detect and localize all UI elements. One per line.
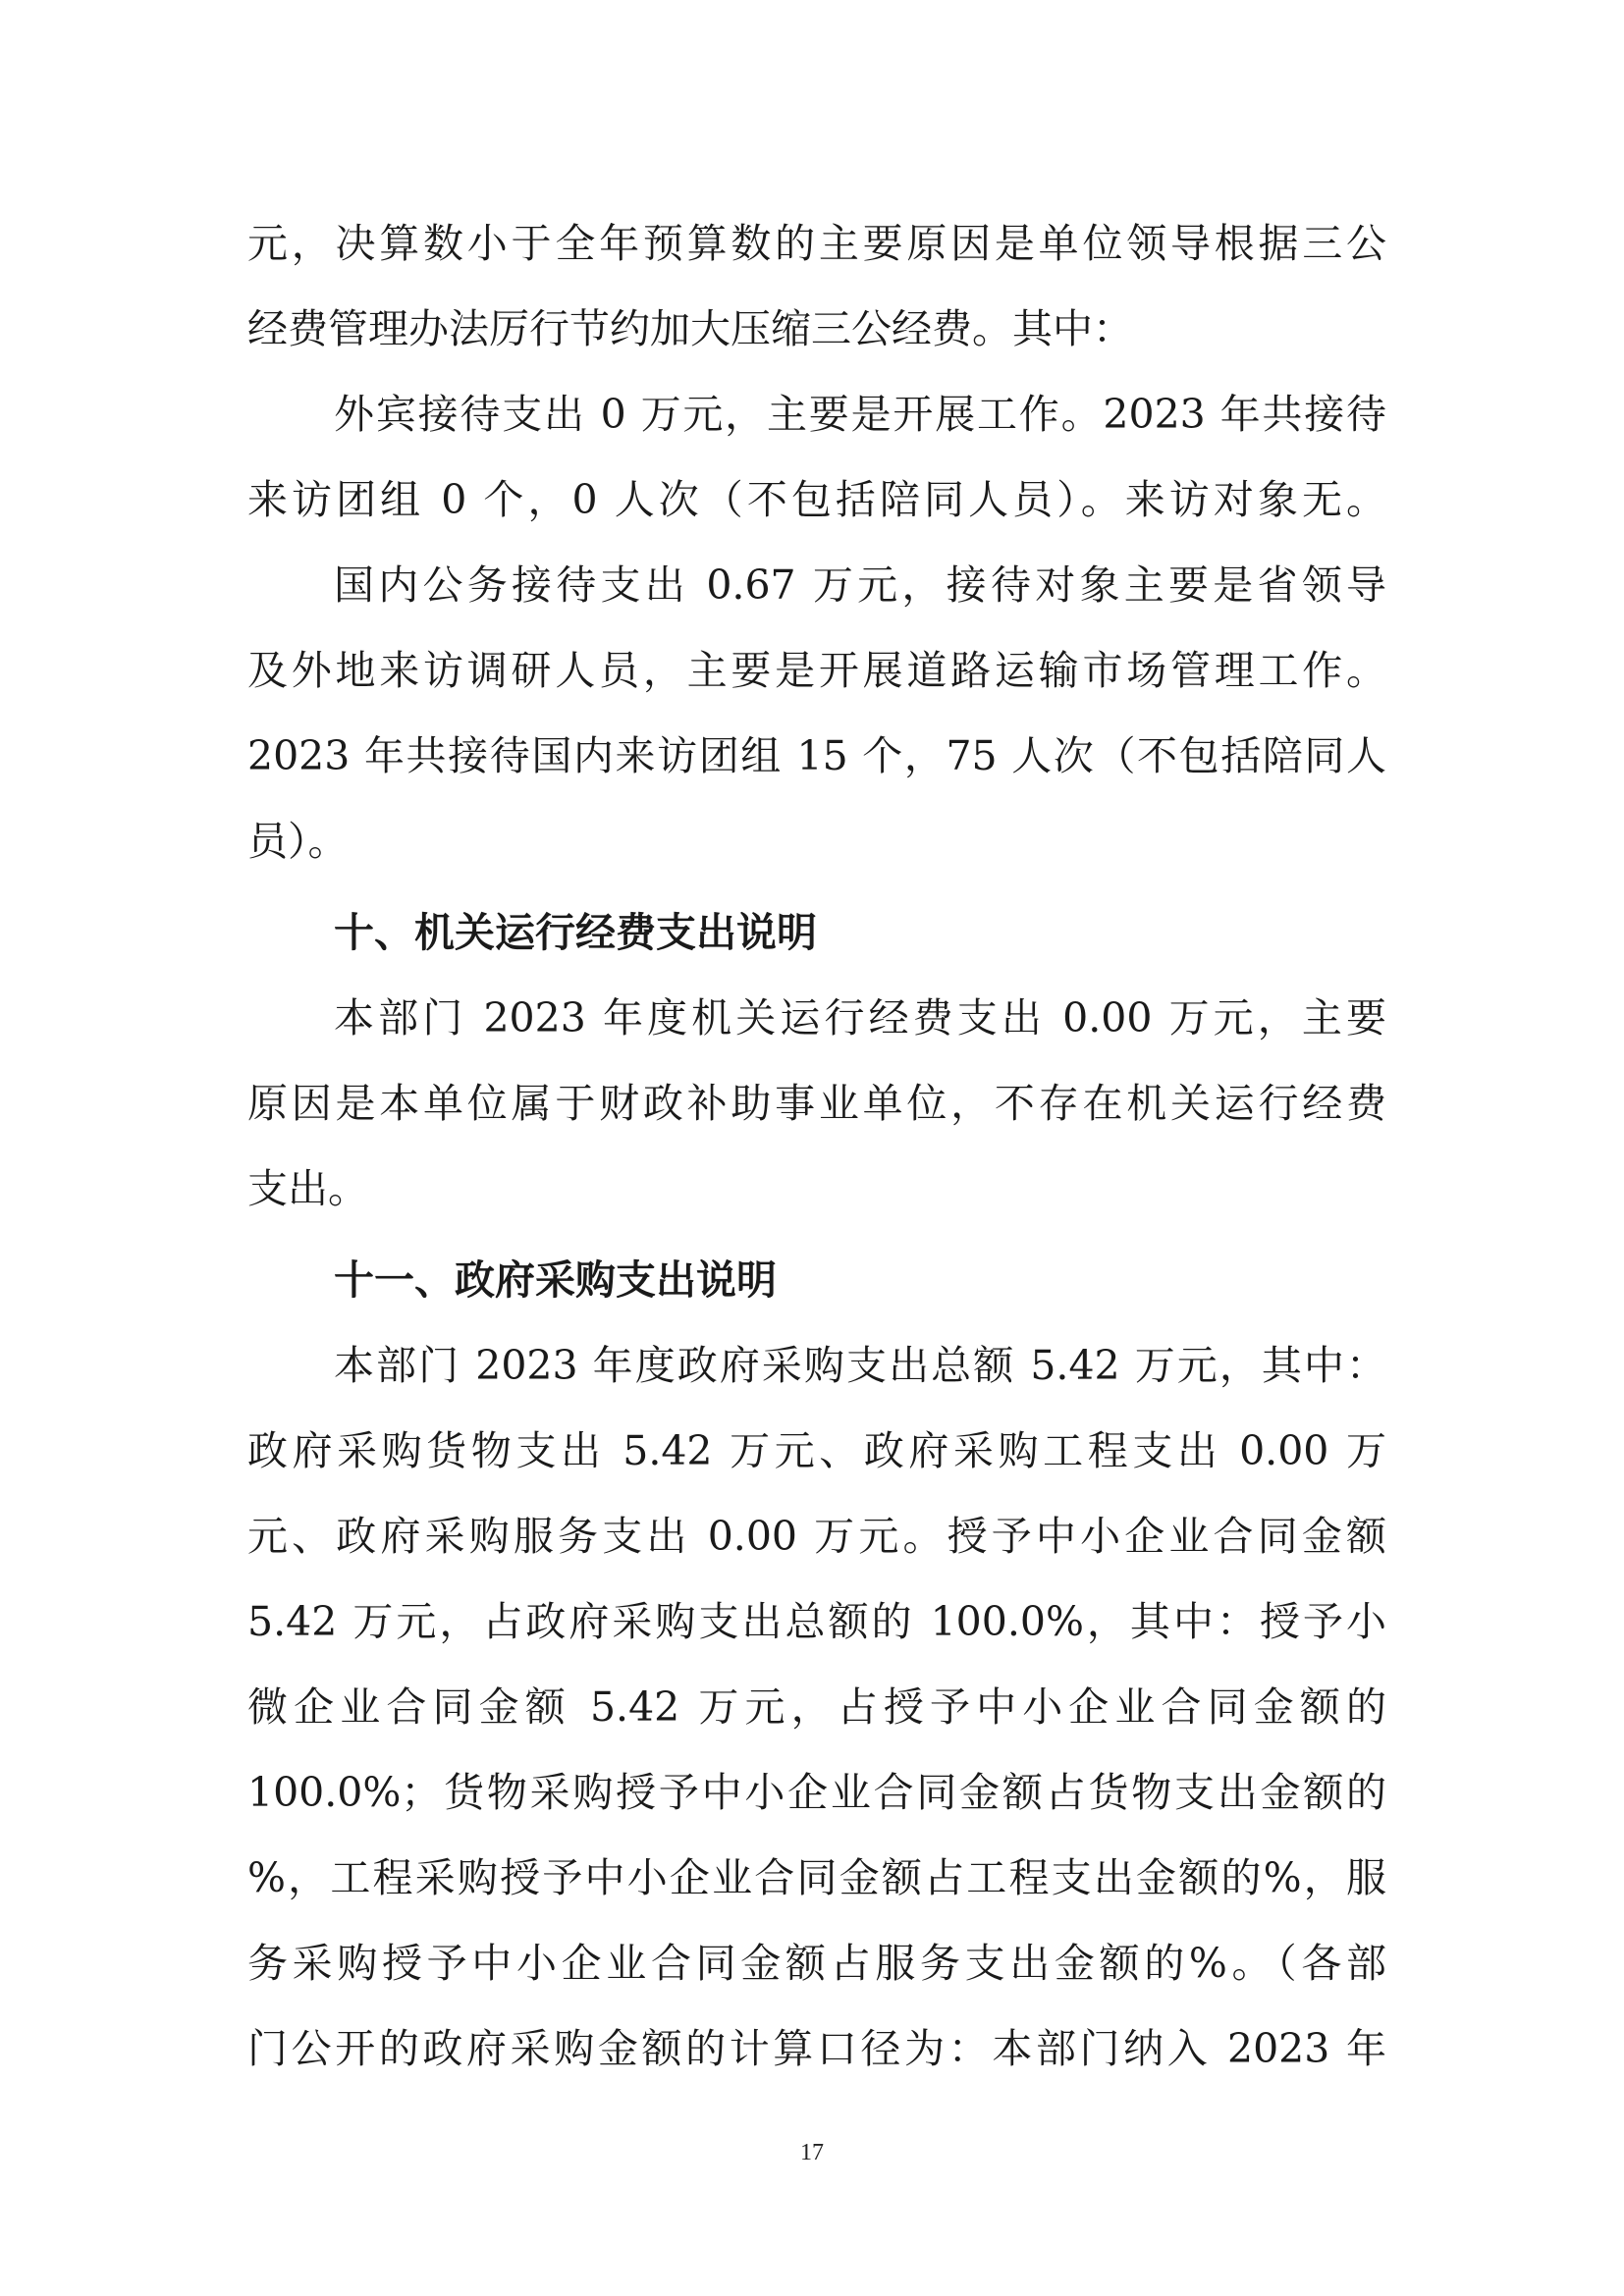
body-line: 来访团组 0 个，0 人次（不包括陪同人员）。来访对象无。 — [247, 476, 1386, 523]
body-line: 元，决算数小于全年预算数的主要原因是单位领导根据三公 — [247, 220, 1386, 267]
section-heading: 十、机关运行经费支出说明 — [334, 909, 817, 956]
body-line: 元、政府采购服务支出 0.00 万元。授予中小企业合同金额 — [247, 1513, 1386, 1560]
page-content — [247, 201, 1386, 2092]
body-line: 及外地来访调研人员，主要是开展道路运输市场管理工作。 — [247, 647, 1386, 694]
section-9-continuation — [247, 201, 1386, 884]
section-11 — [247, 1238, 1386, 2092]
body-line: 原因是本单位属于财政补助事业单位，不存在机关运行经费 — [247, 1080, 1386, 1127]
body-line: 100.0%；货物采购授予中小企业合同金额占货物支出金额的 — [247, 1769, 1386, 1816]
section-heading: 十一、政府采购支出说明 — [334, 1256, 777, 1304]
body-line: 员）。 — [247, 818, 349, 865]
body-line: 务采购授予中小企业合同金额占服务支出金额的%。（各部 — [247, 1940, 1386, 1987]
body-line: 微企业合同金额 5.42 万元，占授予中小企业合同金额的 — [247, 1683, 1386, 1731]
body-line: 外宾接待支出 0 万元，主要是开展工作。2023 年共接待 — [334, 391, 1386, 438]
body-line: 支出。 — [247, 1165, 368, 1212]
body-line: 国内公务接待支出 0.67 万元，接待对象主要是省领导 — [334, 561, 1386, 609]
body-line: 政府采购货物支出 5.42 万元、政府采购工程支出 0.00 万 — [247, 1427, 1386, 1474]
body-line: 本部门 2023 年度机关运行经费支出 0.00 万元，主要 — [334, 994, 1386, 1041]
body-line: %，工程采购授予中小企业合同金额占工程支出金额的%，服 — [247, 1854, 1386, 1901]
body-line: 本部门 2023 年度政府采购支出总额 5.42 万元，其中： — [334, 1342, 1386, 1389]
body-line: 门公开的政府采购金额的计算口径为：本部门纳入 2023 年 — [247, 2025, 1386, 2072]
body-line: 5.42 万元，占政府采购支出总额的 100.0%，其中：授予小 — [247, 1598, 1386, 1645]
body-line: 2023 年共接待国内来访团组 15 个，75 人次（不包括陪同人 — [247, 732, 1386, 779]
body-line: 经费管理办法厉行节约加大压缩三公经费。其中： — [247, 305, 1133, 352]
section-10 — [247, 890, 1386, 1232]
page-number: 17 — [800, 2140, 824, 2165]
